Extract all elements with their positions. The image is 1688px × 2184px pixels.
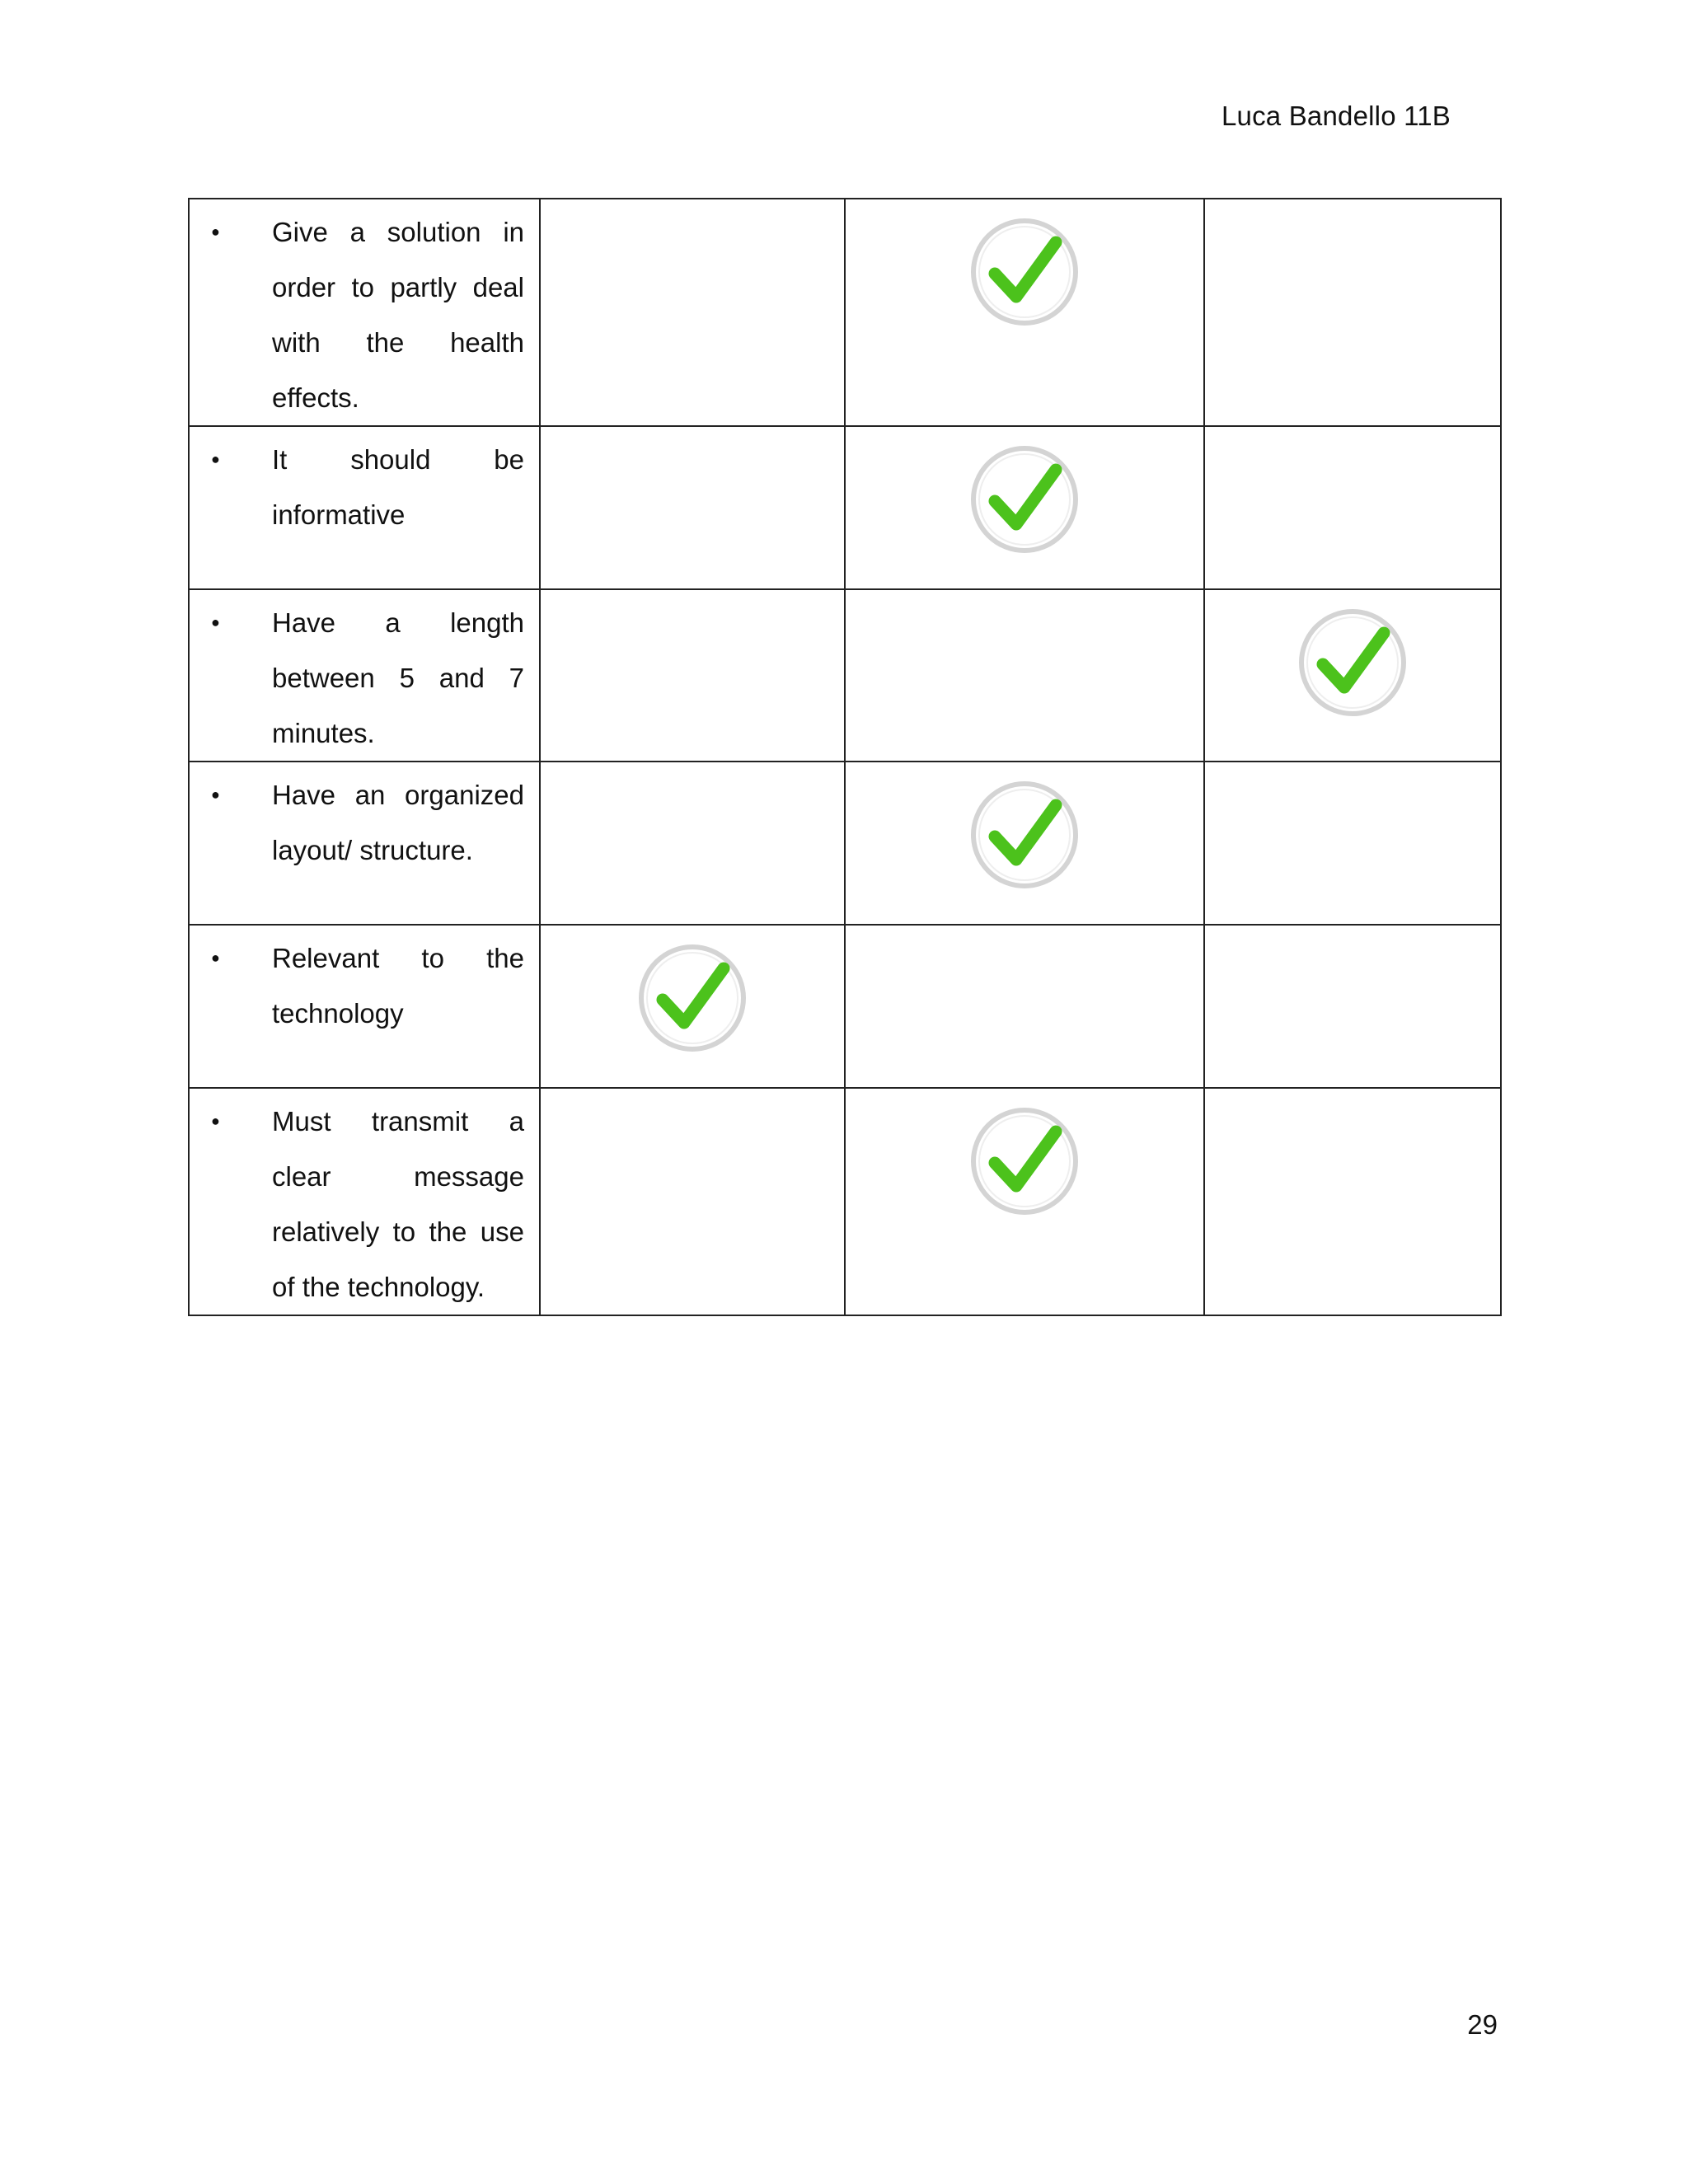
rating-cell-3 bbox=[845, 762, 1204, 925]
rating-cell-2 bbox=[540, 426, 845, 589]
criterion-text: Relevant to the technology bbox=[272, 943, 524, 1029]
table-row bbox=[189, 762, 1501, 925]
page-number: 29 bbox=[1467, 2009, 1498, 2040]
criteria-table bbox=[188, 198, 1502, 1316]
table-row bbox=[189, 199, 1501, 426]
rating-cell-4 bbox=[1204, 426, 1501, 589]
criterion-cell bbox=[189, 762, 540, 925]
table-body bbox=[189, 199, 1501, 1315]
table-row bbox=[189, 1088, 1501, 1315]
rating-cell-2 bbox=[540, 589, 845, 762]
header-author: Luca Bandello 11B bbox=[1221, 101, 1451, 131]
criterion-cell bbox=[189, 1088, 540, 1315]
criterion-text: Have an organized layout/ structure. bbox=[272, 780, 524, 865]
criterion-cell bbox=[189, 589, 540, 762]
bullet-icon: ● bbox=[211, 223, 220, 240]
rating-cell-4 bbox=[1204, 762, 1501, 925]
rating-cell-2 bbox=[540, 199, 845, 426]
bullet-icon: ● bbox=[211, 614, 220, 630]
check-mark-icon bbox=[970, 445, 1079, 554]
rating-cell-4 bbox=[1204, 1088, 1501, 1315]
criterion-cell bbox=[189, 426, 540, 589]
rating-cell-4 bbox=[1204, 199, 1501, 426]
criterion-text: Must transmit a clear message relatively to the use of the technology. bbox=[272, 1106, 524, 1302]
check-mark-icon bbox=[970, 780, 1079, 889]
check-mark-icon bbox=[1298, 608, 1407, 717]
rating-cell-3 bbox=[845, 199, 1204, 426]
rating-cell-2 bbox=[540, 925, 845, 1088]
check-mark-icon bbox=[970, 218, 1079, 326]
criterion-text: Give a solution in order to partly deal with the health effects. bbox=[272, 217, 524, 413]
bullet-icon: ● bbox=[211, 949, 220, 966]
criterion-text: It should be informative bbox=[272, 444, 524, 530]
rating-cell-3 bbox=[845, 589, 1204, 762]
rating-cell-2 bbox=[540, 1088, 845, 1315]
rating-cell-3 bbox=[845, 925, 1204, 1088]
rating-cell-2 bbox=[540, 762, 845, 925]
rating-cell-4 bbox=[1204, 589, 1501, 762]
rating-cell-3 bbox=[845, 1088, 1204, 1315]
check-mark-icon bbox=[970, 1107, 1079, 1216]
table-row bbox=[189, 589, 1501, 762]
check-mark-icon bbox=[638, 944, 747, 1052]
bullet-icon: ● bbox=[211, 1113, 220, 1129]
criterion-cell bbox=[189, 925, 540, 1088]
criterion-text: Have a length between 5 and 7 minutes. bbox=[272, 607, 524, 748]
rating-cell-3 bbox=[845, 426, 1204, 589]
table-row bbox=[189, 426, 1501, 589]
bullet-icon: ● bbox=[211, 786, 220, 803]
table-row bbox=[189, 925, 1501, 1088]
bullet-icon: ● bbox=[211, 451, 220, 467]
criterion-cell bbox=[189, 199, 540, 426]
rating-cell-4 bbox=[1204, 925, 1501, 1088]
